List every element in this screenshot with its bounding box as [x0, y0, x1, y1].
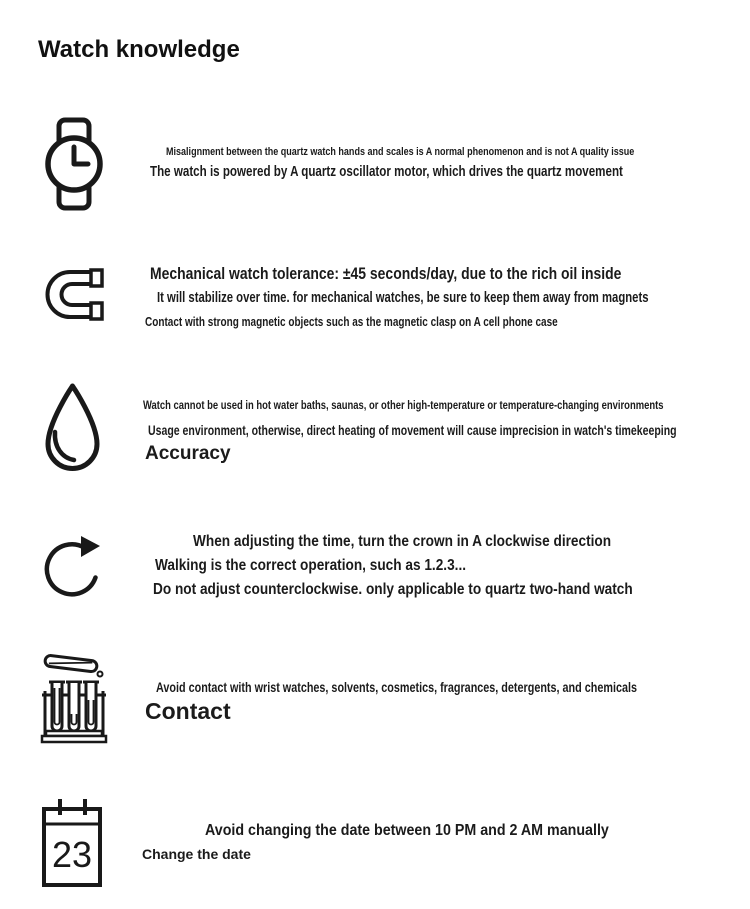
note-avoid-chemicals: Avoid contact with wrist watches, solvents, cosmetics, fragrances, detergents, and chemicals	[156, 680, 637, 695]
note-change-the-date: Change the date	[142, 846, 251, 862]
magnet-icon	[43, 268, 107, 321]
clockwise-arrow-icon	[44, 527, 102, 603]
note-quartz-movement: The watch is powered by A quartz oscillator motor, which drives the quartz movement	[150, 164, 623, 180]
test-tubes-icon	[40, 650, 108, 744]
calendar-icon	[41, 797, 103, 888]
page-title: Watch knowledge	[38, 36, 240, 63]
note-avoid-date-change: Avoid changing the date between 10 PM and 2 AM manually	[205, 822, 609, 839]
wristwatch-icon	[43, 117, 105, 211]
water-drop-icon	[41, 381, 104, 476]
heading-contact: Contact	[145, 698, 231, 724]
note-mechanical-tolerance: Mechanical watch tolerance: ±45 seconds/day, due to the rich oil inside	[150, 264, 622, 283]
note-keep-away-magnets: It will stabilize over time. for mechanical watches, be sure to keep them away from magnets	[157, 290, 649, 306]
heading-accuracy: Accuracy	[145, 443, 231, 464]
note-magnetic-objects: Contact with strong magnetic objects such as the magnetic clasp on A cell phone case	[145, 315, 558, 329]
note-turn-clockwise: When adjusting the time, turn the crown in A clockwise direction	[193, 533, 612, 550]
note-hot-water: Watch cannot be used in hot water baths, saunas, or other high-temperature or temperature-changing environments	[143, 400, 664, 412]
note-no-counterclockwise: Do not adjust counterclockwise. only applicable to quartz two-hand watch	[153, 581, 633, 598]
calendar-day-number: 23	[51, 834, 93, 875]
note-quartz-misalignment: Misalignment between the quartz watch hands and scales is A normal phenomenon and is not A quality issue	[166, 146, 635, 158]
note-usage-environment: Usage environment, otherwise, direct heating of movement will cause imprecision in watch's timekeeping	[148, 423, 677, 438]
note-walking-operation: Walking is the correct operation, such as 1.2.3...	[155, 557, 467, 574]
